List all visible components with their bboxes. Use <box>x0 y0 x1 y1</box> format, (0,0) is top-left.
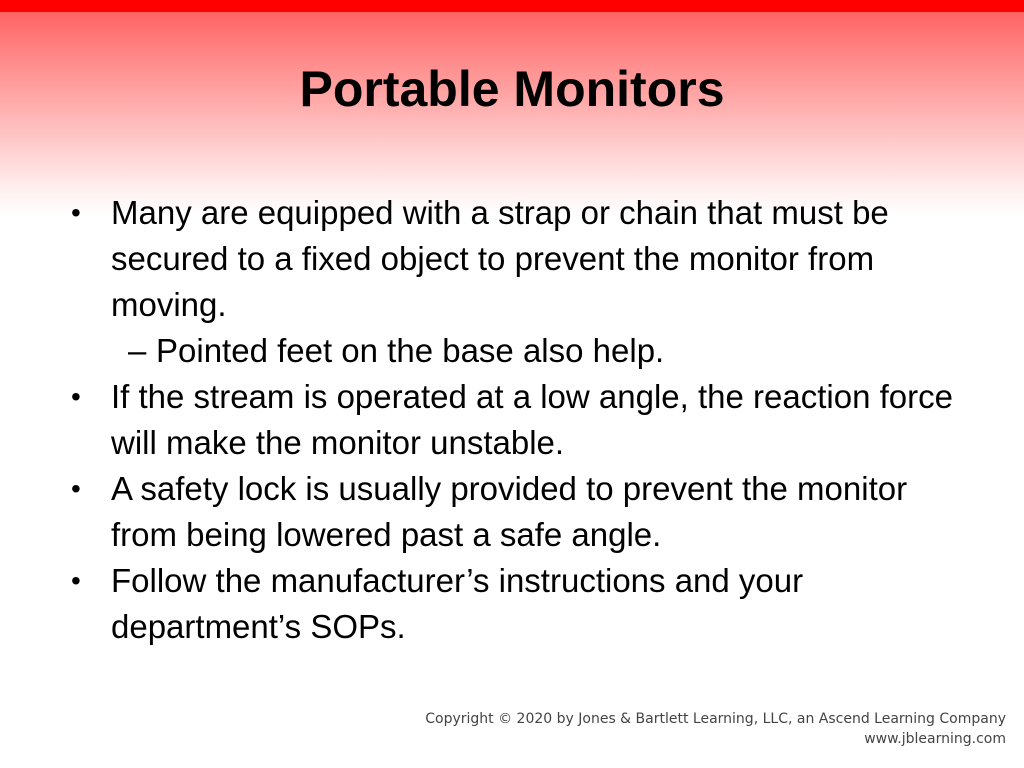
bullet-item <box>0 374 1024 466</box>
bullet-text: If the stream is operated at a low angle, the reaction force will make the monitor unstable. <box>111 378 953 461</box>
bullet-text: Follow the manufacturer’s instructions and your department’s SOPs. <box>111 562 804 645</box>
bullet-list <box>0 190 1024 650</box>
bullet-item <box>0 466 1024 558</box>
bullet-marker: • <box>71 473 81 504</box>
sub-bullet-text: Pointed feet on the base also help. <box>156 332 665 369</box>
bullet-item <box>0 558 1024 650</box>
sub-bullet-item <box>0 328 1024 374</box>
slide-title: Portable Monitors <box>299 61 725 117</box>
bullet-marker: • <box>71 381 81 412</box>
copyright-footer <box>425 709 1006 749</box>
top-accent-bar <box>0 0 1024 12</box>
copyright-text: Copyright © 2020 by Jones & Bartlett Learning, LLC, an Ascend Learning Company <box>425 711 1006 727</box>
bullet-item <box>0 190 1024 328</box>
bullet-marker: • <box>71 197 81 228</box>
bullet-text: A safety lock is usually provided to prevent the monitor from being lowered past a safe angle. <box>111 470 908 553</box>
sub-bullet-marker: – <box>128 332 147 369</box>
bullet-marker: • <box>71 565 81 596</box>
publisher-url: www.jblearning.com <box>864 731 1006 747</box>
bullet-text: Many are equipped with a strap or chain that must be secured to a fixed object to prevent the monitor from moving. <box>111 194 889 323</box>
